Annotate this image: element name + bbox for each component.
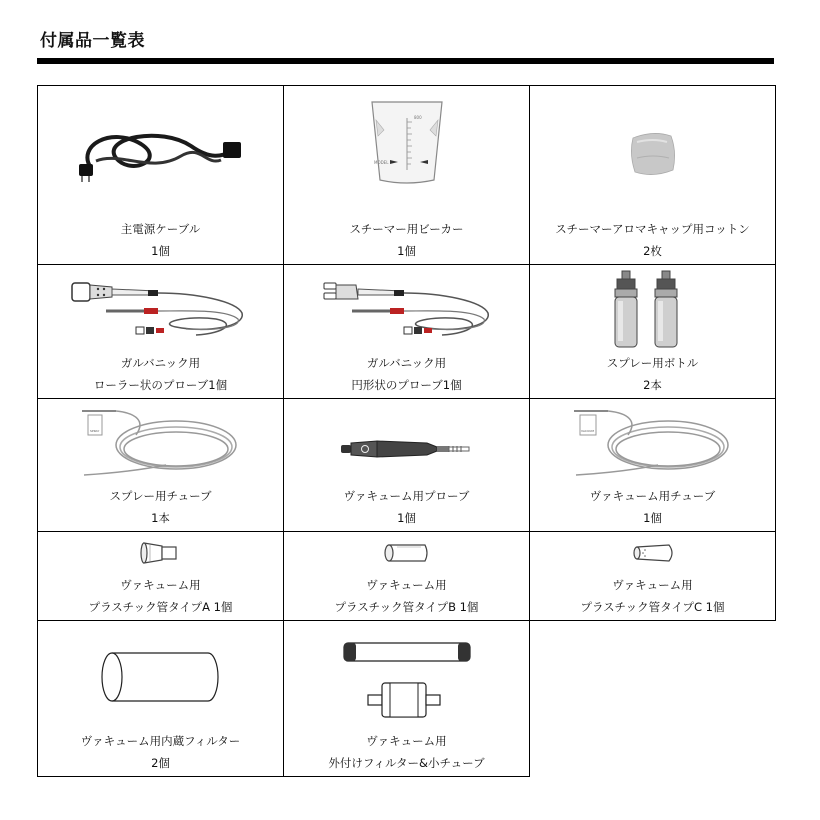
beaker-icon [284, 96, 529, 186]
spray-tube-icon [38, 405, 283, 481]
cotton-pad-icon [530, 128, 775, 180]
vacuum-tag-label: VACUUM [580, 429, 594, 433]
plastic-tube-a-icon [38, 540, 283, 566]
spray-tag-label: SPRAY [89, 429, 99, 433]
internal-filter-icon [38, 649, 283, 705]
item-qty: 1個 [397, 511, 416, 525]
power-cable-icon [38, 116, 283, 186]
item-name: ガルバニック用 [366, 356, 447, 370]
item-name: ヴァキューム用チューブ [589, 489, 716, 503]
item-qty: 円形状のプローブ1個 [351, 378, 462, 392]
item-cell-plastic-tube-c [530, 532, 776, 621]
item-name: ヴァキューム用 [366, 578, 447, 592]
item-qty: ローラー状のプローブ1個 [93, 378, 228, 392]
item-qty: 1個 [397, 244, 416, 258]
beaker-scale-label: 800 [413, 115, 422, 120]
item-cell-cotton [530, 86, 776, 265]
item-cell-roller-probe [38, 265, 284, 399]
item-cell-plastic-tube-b [284, 532, 530, 621]
item-cell-internal-filter [38, 621, 284, 777]
item-name: スプレー用チューブ [109, 489, 212, 503]
item-qty: プラスチック管タイプC 1個 [580, 600, 725, 614]
item-name: 主電源ケーブル [120, 222, 201, 236]
spray-bottle-icon [530, 269, 775, 351]
title-rule [37, 58, 774, 64]
item-qty: 1本 [151, 511, 170, 525]
item-cell-vacuum-probe [284, 399, 530, 532]
item-cell-beaker [284, 86, 530, 265]
vacuum-tube-icon [530, 405, 775, 481]
item-qty: 2本 [643, 378, 662, 392]
accessory-table [37, 85, 776, 777]
item-name: ヴァキューム用プローブ [343, 489, 470, 503]
round-probe-icon [284, 275, 529, 345]
beaker-model-label: MODEL [373, 160, 388, 165]
item-cell-spray-tube [38, 399, 284, 532]
item-name: ヴァキューム用 [612, 578, 693, 592]
item-cell-external-filter [284, 621, 530, 777]
plastic-tube-c-icon [530, 542, 775, 564]
item-name: ヴァキューム用内蔵フィルター [80, 734, 241, 748]
item-cell-power-cable [38, 86, 284, 265]
item-qty: プラスチック管タイプB 1個 [334, 600, 479, 614]
item-qty: 外付けフィルター&小チューブ [328, 756, 485, 770]
empty-cell [530, 621, 776, 777]
item-qty: 1個 [643, 511, 662, 525]
vacuum-probe-icon [284, 437, 529, 461]
item-qty: プラスチック管タイプA 1個 [88, 600, 233, 614]
item-cell-spray-bottle [530, 265, 776, 399]
item-name: スプレー用ボトル [606, 356, 699, 370]
item-name: ヴァキューム用 [120, 578, 201, 592]
item-qty: 2個 [151, 756, 170, 770]
page-title: 付属品一覧表 [40, 31, 145, 51]
item-cell-round-probe [284, 265, 530, 399]
item-name: スチーマーアロマキャップ用コットン [555, 222, 750, 236]
item-cell-plastic-tube-a [38, 532, 284, 621]
plastic-tube-b-icon [284, 542, 529, 564]
external-filter-icon [284, 641, 529, 721]
item-qty: 1個 [151, 244, 170, 258]
item-name: スチーマー用ビーカー [349, 222, 464, 236]
roller-probe-icon [38, 275, 283, 345]
item-cell-vacuum-tube [530, 399, 776, 532]
item-name: ガルバニック用 [120, 356, 201, 370]
item-qty: 2枚 [643, 244, 662, 258]
item-name: ヴァキューム用 [366, 734, 447, 748]
